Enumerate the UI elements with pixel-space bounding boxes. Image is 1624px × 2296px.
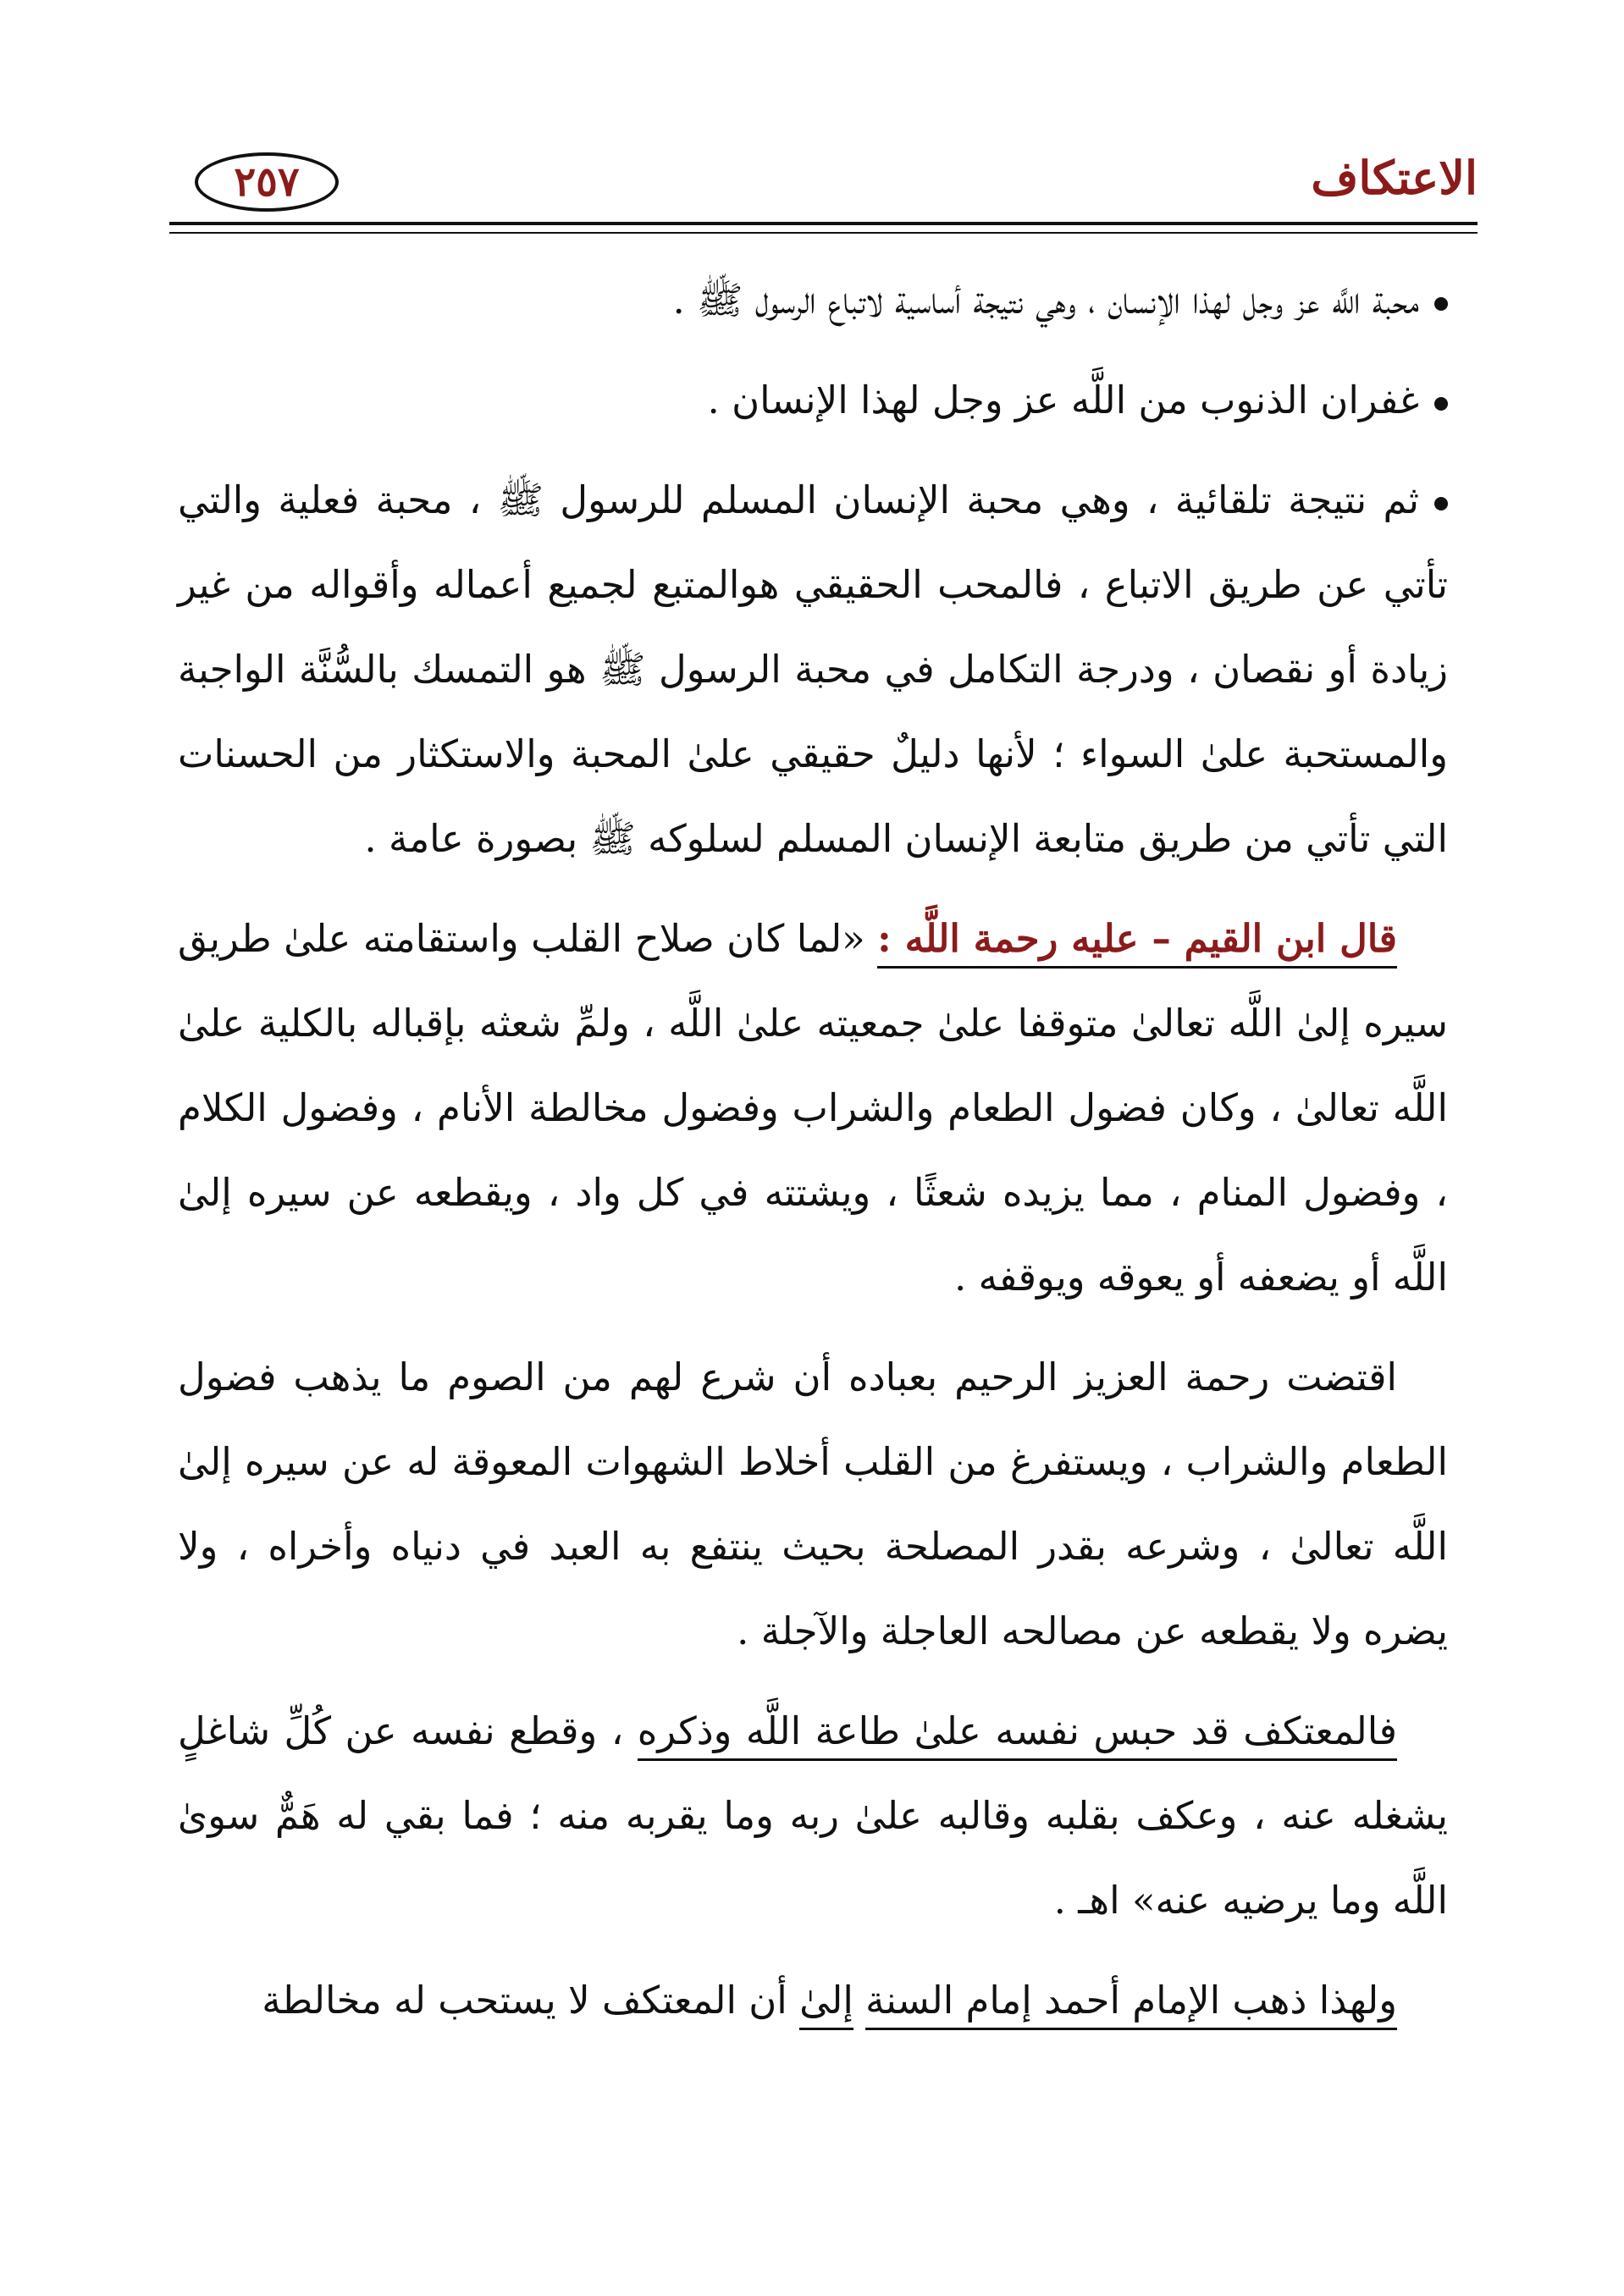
last-underlined-text: ولهذا ذهب الإمام أحمد إمام السنة (865, 1978, 1397, 2030)
quote-attribution: قال ابن القيم – عليه رحمة اللَّه : (877, 916, 1397, 969)
header-rule-thick (169, 222, 1478, 225)
bullet-dot-icon (1434, 397, 1448, 411)
spacer (178, 1674, 1448, 1689)
header-rule-thin (169, 232, 1478, 234)
bullet-dot-icon (1434, 297, 1448, 311)
spacer (178, 443, 1448, 458)
mutakif-text: ، وقطع نفسه عن كُلِّ شاغلٍ يشغله عنه ، وعكف بقلبه وقالبه علىٰ ربه وما يقربه منه ؛ فما بقي له هَمٌّ سوىٰ اللَّه وما يرضيه عنه» اهـ . (178, 1708, 1448, 1923)
spacer (178, 343, 1448, 358)
spacer (178, 1320, 1448, 1335)
quote-text: «لما كان صلاح القلب واستقامته علىٰ طريق سيره إلىٰ اللَّه تعالىٰ متوقفا علىٰ جمعيته علىٰ اللَّه ، ولمِّ شعثه بإقباله بالكلية علىٰ اللَّه تعالىٰ ، وكان فضول الطعام والشراب وفضول مخالطة الأنام ، وفضول الكلام ، وفضول المنام ، مما يزيده شعثًا ، ويشتته في كل واد ، ويقطعه عن سيره إلىٰ اللَّه أو يضعفه أو يعوقه ويوقفه . (178, 916, 1448, 1300)
chapter-title: الاعتكاف (1311, 151, 1478, 205)
bullet-dot-icon (1434, 497, 1448, 511)
bullet-text-3: ثم نتيجة تلقائية ، وهي محبة الإنسان المسلم للرسول ﷺ ، محبة فعلية والتي تأتي عن طريق الاتباع ، فالمحب الحقيقي هوالمتبع لجميع أعماله وأقواله من غير زيادة أو نقصان ، ودرجة التكامل في محبة الرسول ﷺ هو التمسك بالسُّنَّة الواجبة والمستحبة علىٰ السواء ؛ لأنها دليلٌ حقيقي علىٰ المحبة والاستكثار من الحسنات التي تأتي من طريق متابعة الإنسان المسلم لسلوكه ﷺ بصورة عامة . (178, 477, 1448, 861)
bullet-text-1: محبة اللَّه عز وجل لهذا الإنسان ، وهي نتيجة أساسية لاتباع الرسول ﷺ . (672, 278, 1419, 323)
quote-paragraph (178, 897, 1448, 1320)
mutakif-paragraph (178, 1689, 1448, 1943)
last-paragraph (178, 1958, 1448, 2043)
mercy-text: اقتضت رحمة العزيز الرحيم بعباده أن شرع لهم من الصوم ما يذهب فضول الطعام والشراب ، ويستفرغ من القلب أخلاط الشهوات المعوقة له عن سيره إلىٰ اللَّه تعالىٰ ، وشرعه بقدر المصلحة بحيث ينتفع به العبد في دنياه وأخراه ، ولا يضره ولا يقطعه عن مصالحه العاجلة والآجلة . (178, 1355, 1448, 1653)
last-underlined-preposition: إلىٰ (799, 1978, 853, 2030)
bullet-text-2: غفران الذنوب من اللَّه عز وجل لهذا الإنسان . (707, 378, 1419, 422)
spacer (178, 1943, 1448, 1958)
mutakif-underlined-text: فالمعتكف قد حبس نفسه علىٰ طاعة اللَّه وذكره (638, 1708, 1397, 1761)
last-text: أن المعتكف لا يستحب له مخالطة (262, 1978, 787, 2023)
page-number (195, 152, 339, 212)
bullet-paragraph-3 (178, 458, 1448, 881)
bullet-paragraph-2 (178, 358, 1448, 443)
mercy-paragraph (178, 1335, 1448, 1674)
page-body (178, 258, 1448, 2043)
spacer (178, 881, 1448, 897)
page-number-text: ٢٥٧ (234, 158, 300, 206)
bullet-paragraph-1 (178, 258, 1448, 343)
